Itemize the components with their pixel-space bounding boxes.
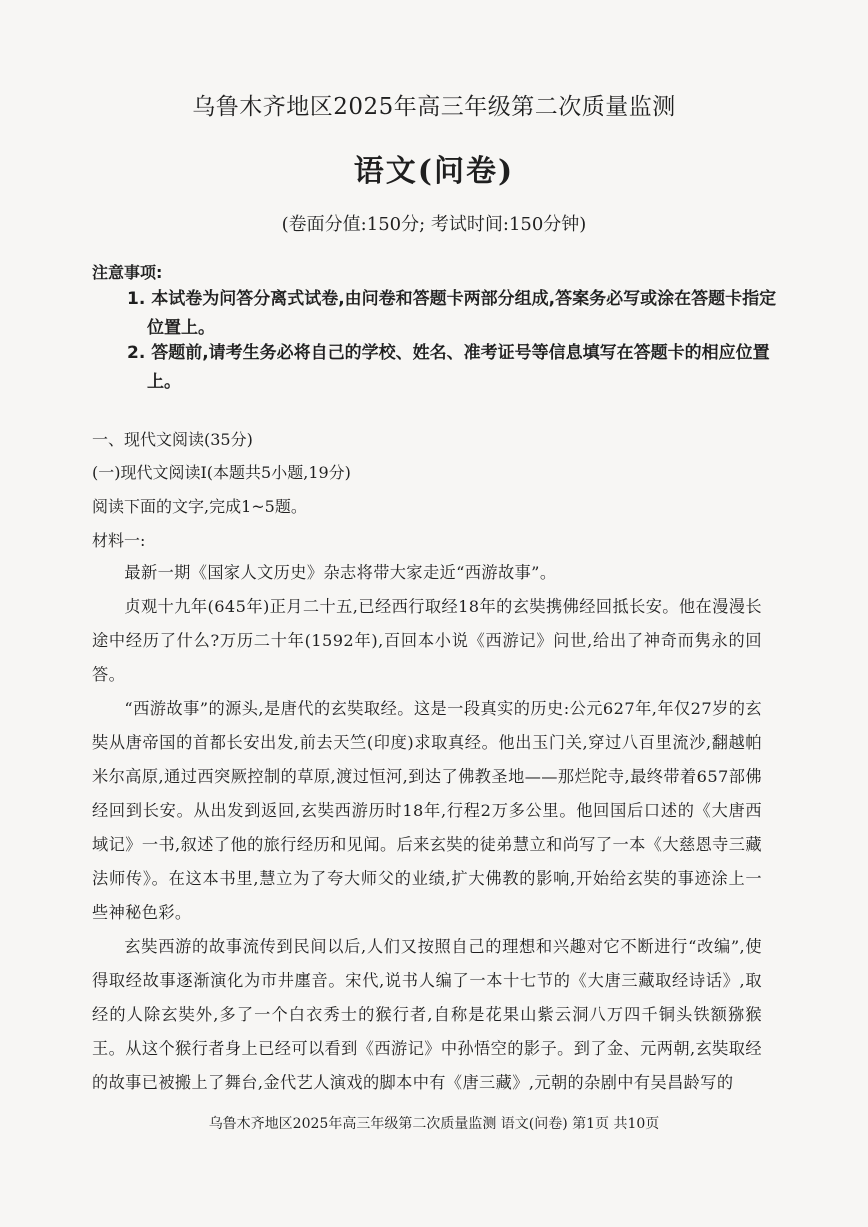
paragraph: 贞观十九年(645年)正月二十五,已经西行取经18年的玄奘携佛经回抵长安。他在漫漫长途中经历了什么?万历二十年(1592年),百回本小说《西游记》问世,给出了神奇而隽永的回答。 [92,597,762,684]
notice-heading: 注意事项: [92,263,163,282]
reading-passage [92,556,762,1100]
page-footer: 乌鲁木齐地区2025年高三年级第二次质量监测 语文(问卷) 第1页 共10页 [208,1116,660,1132]
paragraph: “西游故事”的源头,是唐代的玄奘取经。这是一段真实的历史:公元627年,年仅27岁的玄奘从唐帝国的首都长安出发,前去天竺(印度)求取真经。他出玉门关,穿过八百里流沙,翻越帕米尔高原,通过西突厥控制的草原,渡过恒河,到达了佛教圣地——那烂陀寺,最终带着657部佛经回到长安。从出发到返回,玄奘西游历时18年,行程2万多公里。他回国后口述的《大唐西域记》一书,叙述了他的旅行经历和见闻。后来玄奘的徒弟慧立和尚写了一本《大慈恩寺三藏法师传》。在这本书里,慧立为了夸大师父的业绩,扩大佛教的影响,开始给玄奘的事迹涂上一些神秘色彩。 [92,699,762,922]
notice-item: 1. 本试卷为问答分离式试卷,由问卷和答题卡两部分组成,答案务必写或涂在答题卡指定位置上。 [127,289,777,338]
material-label: 材料一: [92,531,146,550]
paragraph: 最新一期《国家人文历史》杂志将带大家走近“西游故事”。 [124,563,557,582]
notice-item: 2. 答题前,请考生务必将自己的学校、姓名、准考证号等信息填写在答题卡的相应位置上。 [127,343,770,392]
exam-title: 乌鲁木齐地区2025年高三年级第二次质量监测 [192,94,676,120]
score-info: (卷面分值:150分; 考试时间:150分钟) [281,214,587,235]
instruction: 阅读下面的文字,完成1~5题。 [92,497,307,516]
part-title: 一、现代文阅读(35分) [92,430,253,449]
sub-section-title: (一)现代文阅读I(本题共5小题,19分) [92,463,351,482]
subject-title: 语文(问卷) [353,154,515,189]
paragraph: 玄奘西游的故事流传到民间以后,人们又按照自己的理想和兴趣对它不断进行“改编”,使得取经故事逐渐演化为市井廛音。宋代,说书人编了一本十七节的《大唐三藏取经诗话》,取经的人除玄奘外,多了一个白衣秀士的猴行者,自称是花果山紫云洞八万四千铜头铁额猕猴王。从这个猴行者身上已经可以看到《西游记》中孙悟空的影子。到了金、元两朝,玄奘取经的故事已被搬上了舞台,金代艺人演戏的脚本中有《唐三藏》,元朝的杂剧中有吴昌龄写的 [92,937,762,1092]
